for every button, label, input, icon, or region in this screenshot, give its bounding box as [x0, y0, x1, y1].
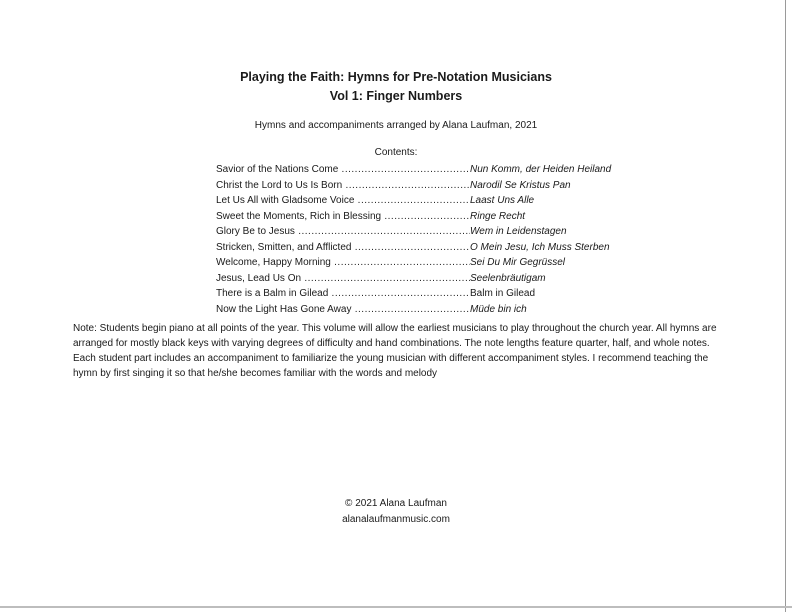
tune-name: Narodil Se Kristus Pan	[470, 179, 571, 191]
toc-entry	[216, 224, 646, 240]
hymn-title: Christ the Lord to Us Is Born .....	[216, 178, 470, 194]
hymn-title: Welcome, Happy Morning .....	[216, 255, 470, 271]
tune-name: Wem in Leidenstagen	[470, 226, 567, 237]
scan-edge-bottom	[0, 606, 792, 608]
table-of-contents	[216, 162, 646, 317]
toc-entry	[216, 178, 646, 194]
hymn-title: There is a Balm in Gilead .....	[216, 286, 470, 302]
tune-name: Sei Du Mir Gegrüssel	[470, 257, 566, 268]
website-line: alanalaufmanmusic.com	[342, 514, 450, 525]
toc-entry	[216, 240, 646, 256]
tune-name: Ringe Recht	[470, 210, 526, 222]
toc-entry	[216, 209, 646, 225]
contents-heading: Contents:	[374, 147, 418, 158]
tune-name: Seelenbräutigam	[470, 272, 546, 284]
hymn-title: Glory Be to Jesus .....	[216, 224, 470, 240]
hymn-title: Jesus, Lead Us On .....	[216, 271, 470, 287]
hymn-title: Now the Light Has Gone Away .....	[216, 302, 470, 318]
copyright-line: © 2021 Alana Laufman	[345, 498, 447, 509]
tune-name: Müde bin ich	[470, 303, 527, 315]
toc-entry	[216, 162, 646, 178]
hymn-title: Stricken, Smitten, and Afflicted .....	[216, 240, 470, 256]
hymn-title: Let Us All with Gladsome Voice .....	[216, 193, 470, 209]
hymn-title: Savior of the Nations Come .....	[216, 162, 470, 178]
toc-entry	[216, 193, 646, 209]
title-line-2: Vol 1: Finger Numbers	[329, 89, 463, 103]
tune-name: O Mein Jesu, Ich Muss Sterben	[470, 241, 610, 253]
hymn-title: Sweet the Moments, Rich in Blessing .....	[216, 209, 470, 225]
tune-name: Nun Komm, der Heiden Heiland	[470, 164, 612, 175]
tune-name: Balm in Gilead	[470, 288, 536, 299]
note-paragraph: Note: Students begin piano at all points of the year. This volume will allow the earliest musicians to play throughout the church year. All hymns are arranged for mostly black keys with varying degrees of difficulty and hand combinations. The note lengths feature quarter, half, and whole notes. Each student part includes an accompaniment to familiarize the young musician with different accompaniment styles. I recommend teaching the hymn by first singing it so that he/she becomes familiar with the words and melody	[73, 323, 717, 379]
toc-entry	[216, 255, 646, 271]
byline: Hymns and accompaniments arranged by Alana Laufman, 2021	[254, 120, 538, 131]
toc-entry	[216, 302, 646, 318]
toc-entry	[216, 271, 646, 287]
tune-name: Laast Uns Alle	[470, 195, 535, 206]
toc-entry	[216, 286, 646, 302]
title-line-1: Playing the Faith: Hymns for Pre-Notation Musicians	[240, 70, 552, 84]
